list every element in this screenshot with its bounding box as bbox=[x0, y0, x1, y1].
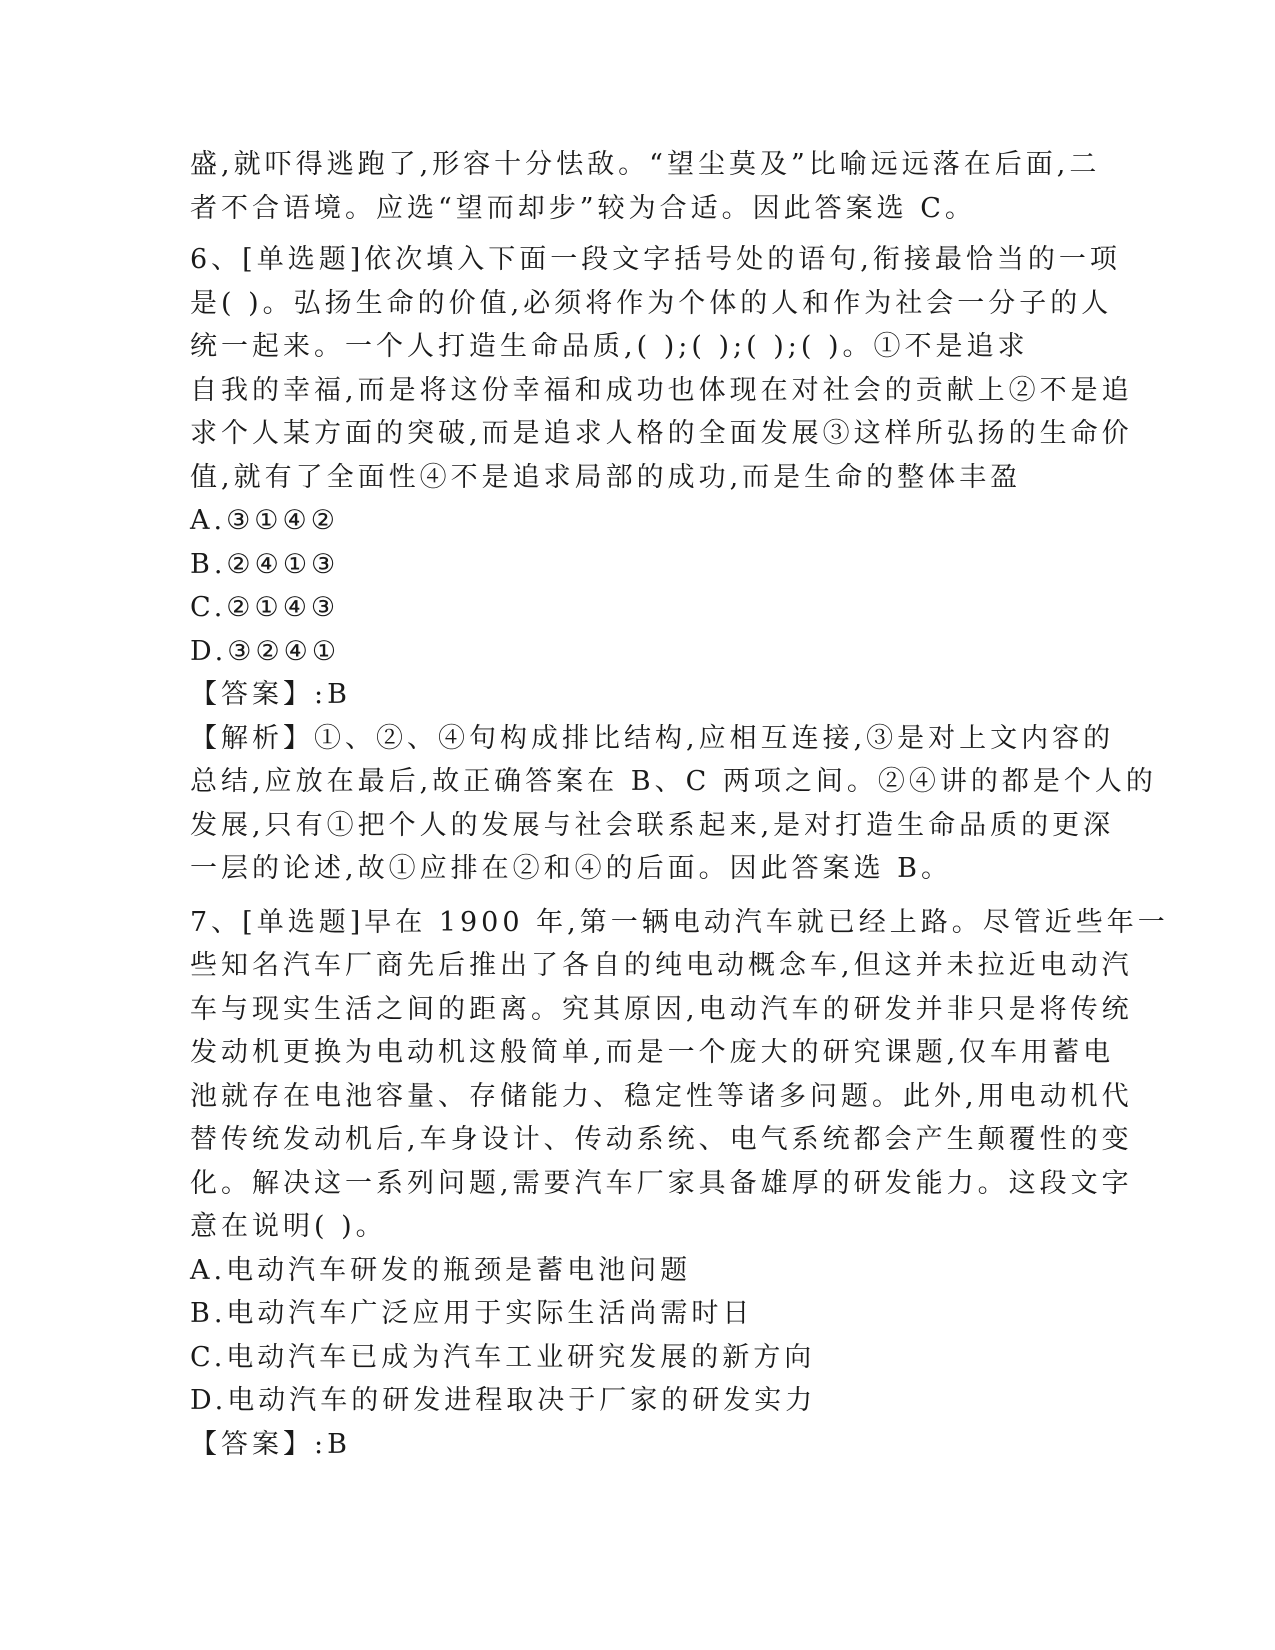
text-line: 些知名汽车厂商先后推出了各自的纯电动概念车,但这并未拉近电动汽 bbox=[190, 950, 1133, 981]
text-line: 7、[单选题]早在 1900 年,第一辆电动汽车就已经上路。尽管近些年一 bbox=[190, 906, 1169, 938]
option-c: C.电动汽车已成为汽车工业研究发展的新方向 bbox=[190, 1341, 816, 1373]
option-d: D.电动汽车的研发进程取决于厂家的研发实力 bbox=[190, 1385, 817, 1416]
answer-line: 【答案】:B bbox=[190, 679, 351, 710]
text-line: 是( )。弘扬生命的价值,必须将作为个体的人和作为社会一分子的人 bbox=[190, 287, 1113, 319]
option-b: B.②④①③ bbox=[190, 548, 340, 580]
text-line: 池就存在电池容量、存储能力、稳定性等诸多问题。此外,用电动机代 bbox=[190, 1080, 1133, 1112]
analysis bbox=[190, 717, 1157, 891]
previous-explanation-tail bbox=[190, 143, 1101, 230]
text-line: 意在说明( )。 bbox=[190, 1211, 387, 1242]
text-line: 值,就有了全面性④不是追求局部的成功,而是生命的整体丰盈 bbox=[190, 461, 1022, 493]
exam-page bbox=[190, 143, 1169, 1466]
answer-line: 【答案】:B bbox=[190, 1428, 351, 1460]
text-line: 统一起来。一个人打造生命品质,( );( );( );( )。①不是追求 bbox=[190, 331, 1029, 362]
option-a: A.③①④② bbox=[190, 505, 339, 536]
option-a: A.电动汽车研发的瓶颈是蓄电池问题 bbox=[190, 1254, 692, 1286]
text-line: 者不合语境。应选“望而却步”较为合适。因此答案选 C。 bbox=[190, 192, 976, 224]
question-stem bbox=[190, 901, 1169, 1249]
option-d: D.③②④① bbox=[190, 635, 341, 667]
text-line: 车与现实生活之间的距离。究其原因,电动汽车的研发并非只是将传统 bbox=[190, 993, 1133, 1025]
text-line: 盛,就吓得逃跑了,形容十分怯敌。“望尘莫及”比喻远远落在后面,二 bbox=[190, 149, 1101, 180]
options-list bbox=[190, 499, 1090, 673]
options-list bbox=[190, 1249, 1090, 1423]
text-line: 发展,只有①把个人的发展与社会联系起来,是对打造生命品质的更深 bbox=[190, 809, 1115, 841]
text-line: 替传统发动机后,车身设计、传动系统、电气系统都会产生颠覆性的变 bbox=[190, 1124, 1133, 1155]
text-line: 总结,应放在最后,故正确答案在 B、C 两项之间。②④讲的都是个人的 bbox=[190, 766, 1157, 797]
text-line: 发动机更换为电动机这般简单,而是一个庞大的研究课题,仅车用蓄电 bbox=[190, 1037, 1115, 1068]
text-line: 【解析】①、②、④句构成排比结构,应相互连接,③是对上文内容的 bbox=[190, 722, 1115, 754]
text-line: 一层的论述,故①应排在②和④的后面。因此答案选 B。 bbox=[190, 853, 953, 884]
text-line: 自我的幸福,而是将这份幸福和成功也体现在对社会的贡献上②不是追 bbox=[190, 374, 1133, 406]
option-b: B.电动汽车广泛应用于实际生活尚需时日 bbox=[190, 1298, 754, 1329]
text-line: 6、[单选题]依次填入下面一段文字括号处的语句,衔接最恰当的一项 bbox=[190, 244, 1121, 275]
question-7 bbox=[190, 901, 1169, 1467]
text-line: 求个人某方面的突破,而是追求人格的全面发展③这样所弘扬的生命价 bbox=[190, 418, 1133, 449]
option-c: C.②①④③ bbox=[190, 592, 340, 623]
text-line: 化。解决这一系列问题,需要汽车厂家具备雄厚的研发能力。这段文字 bbox=[190, 1167, 1133, 1199]
question-stem bbox=[190, 238, 1133, 499]
question-6 bbox=[190, 238, 1157, 891]
